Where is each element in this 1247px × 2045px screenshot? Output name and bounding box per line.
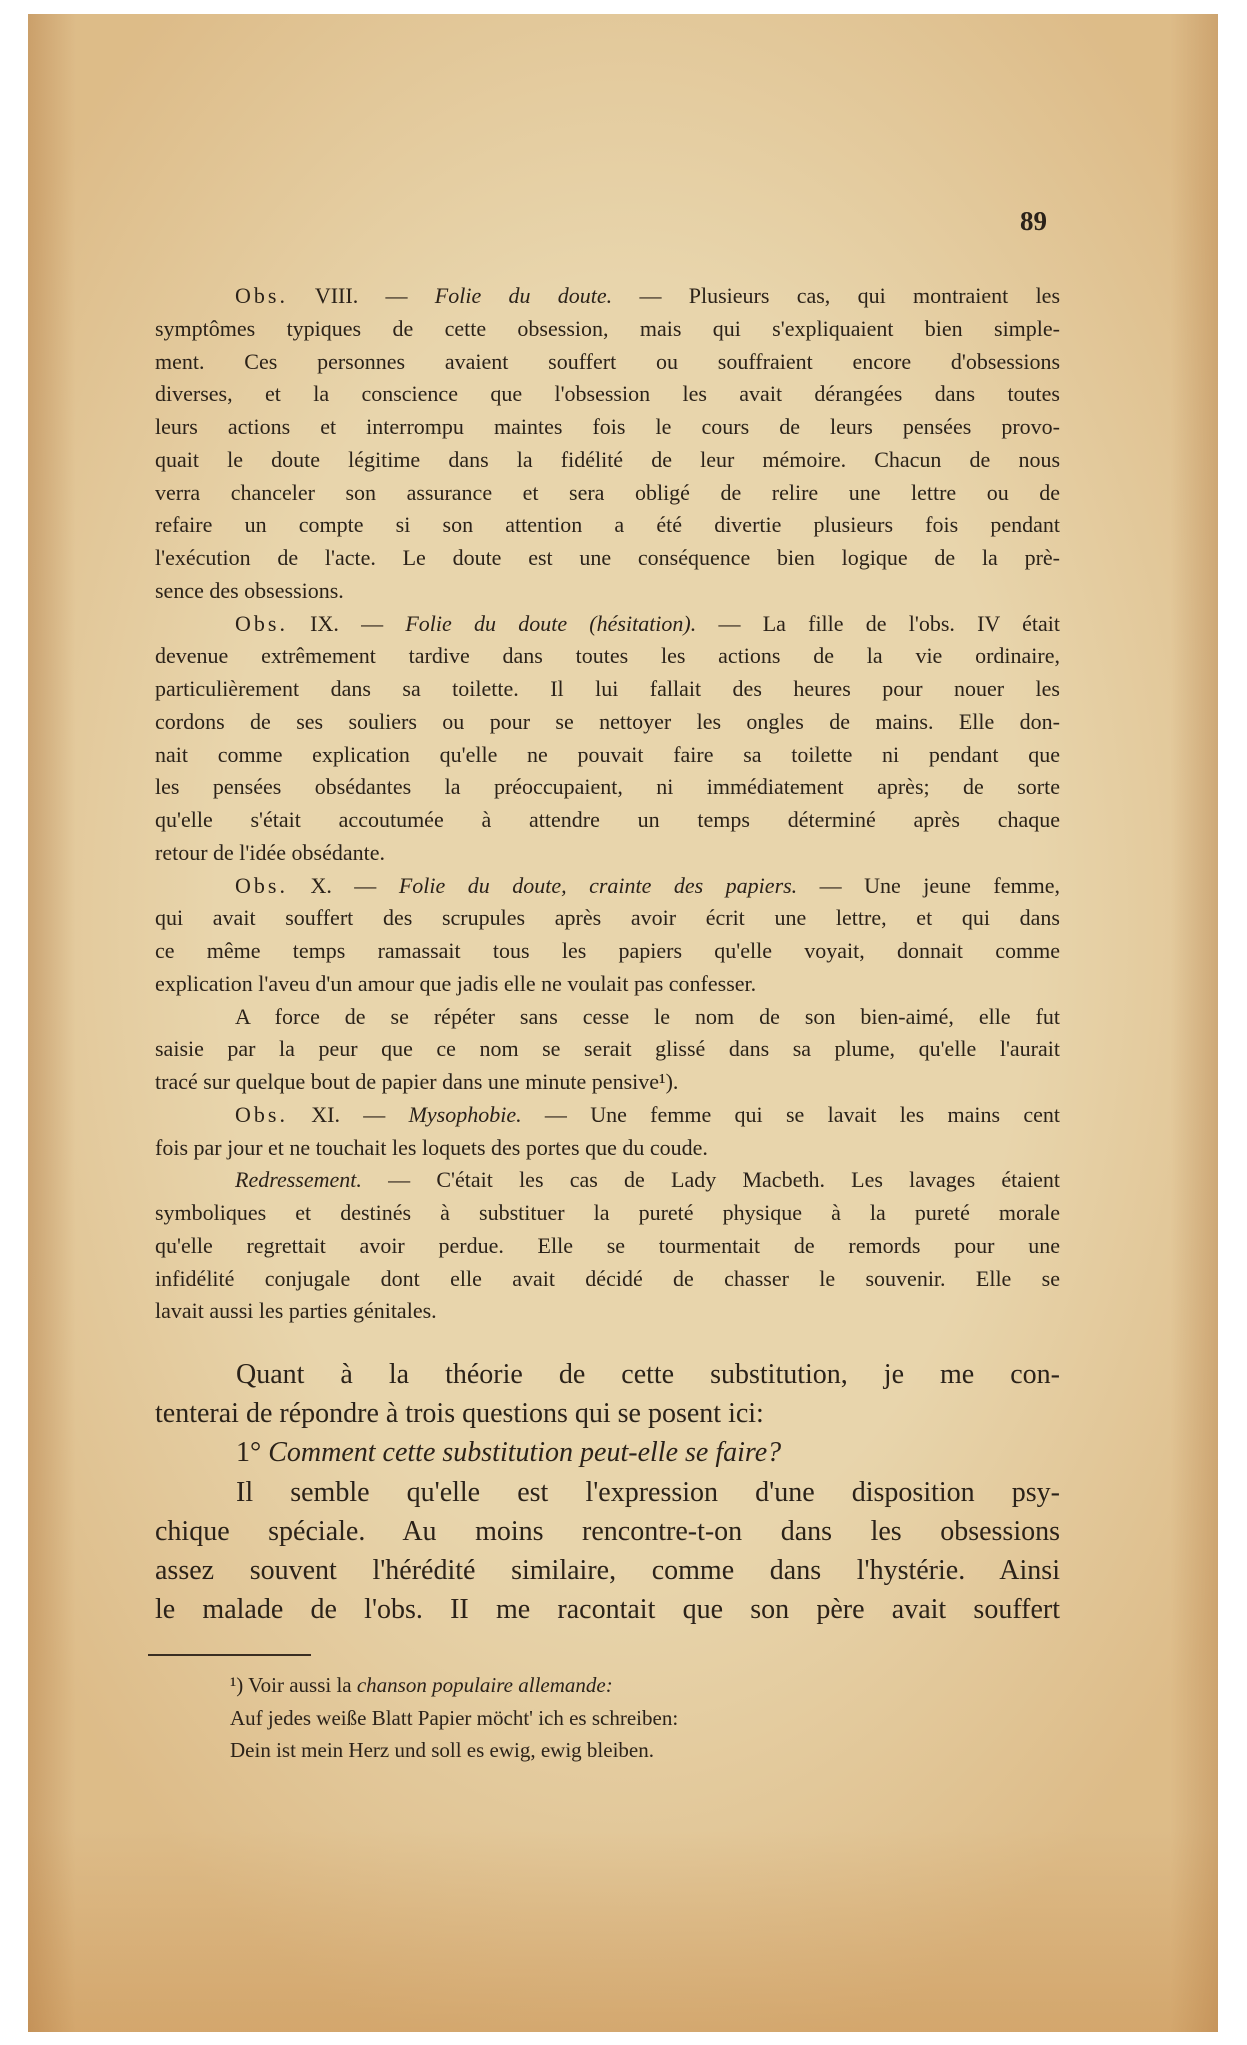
text-segment: chique spéciale. Au moins rencontre-t-on dans les obsessions [155,1515,1060,1547]
text-segment: — C'était les cas de Lady Macbeth. Les lavages étaient [361,1167,1060,1193]
text-segment: Dein ist mein Herz und soll es ewig, ewig bleiben. [230,1738,654,1762]
text-segment: verra chanceler son assurance et sera obligé de relire une lettre ou de [155,479,1060,505]
observations-section [155,280,1060,1328]
text-line [155,1066,1060,1099]
text-segment: A force de se répéter sans cesse le nom de son bien-aimé, elle fut [235,1003,1060,1029]
text-line [155,542,1060,575]
text-line [155,509,1060,542]
text-segment: assez souvent l'hérédité similaire, comme dans l'hystérie. Ainsi [155,1555,1060,1587]
text-line [155,771,1060,804]
text-line [155,378,1060,411]
text-line [155,706,1060,739]
book-page [28,14,1218,2032]
text-line [155,1551,1060,1590]
text-segment: sence des obsessions. [155,577,344,603]
text-line [155,870,1060,903]
text-segment: l'exécution de l'acte. Le doute est une conséquence bien logique de la prè- [155,545,1060,570]
italic-text: Comment cette substitution peut-elle se faire? [268,1437,782,1469]
text-line [155,1355,1060,1394]
text-line [155,804,1060,837]
text-line [230,1734,930,1767]
text-line [155,935,1060,968]
text-segment: Auf jedes weiße Blatt Papier möcht' ich es schreiben: [230,1705,679,1730]
text-line [155,1295,1060,1328]
text-line [155,1512,1060,1551]
text-segment: symptômes typiques de cette obsession, mais qui s'expliquaient bien simple- [155,315,1060,341]
text-segment: ment. Ces personnes avaient souffert ou souffraient encore d'obsessions [155,348,1060,374]
text-segment: nait comme explication qu'elle ne pouvait faire sa toilette ni pendant que [155,741,1060,767]
text-segment: particulièrement dans sa toilette. Il lui fallait des heures pour nouer les [155,676,1060,701]
text-line [155,1132,1060,1165]
page-number: 89 [1020,206,1047,236]
text-segment: leurs actions et interrompu maintes fois le cours de leurs pensées provo- [155,414,1060,439]
italic-text: Folie du doute. [434,283,613,308]
italic-text: Folie du doute, crainte des papiers. [398,872,798,898]
text-segment: quait le doute légitime dans la fidélité de leur mémoire. Chacun de nous [155,446,1060,472]
text-line [155,1263,1060,1296]
text-segment: lavait aussi les parties génitales. [155,1298,437,1324]
text-segment: Obs. [235,872,288,898]
text-line [155,902,1060,935]
text-segment: Obs. [235,1101,288,1127]
italic-text: Redressement. [235,1167,362,1193]
text-segment: Quant à la théorie de cette substitution, je me con- [236,1359,1060,1390]
text-segment: — Une femme qui se lavait les mains cent [521,1101,1060,1127]
footnote-divider [148,1654,311,1656]
text-segment: diverses, et la conscience que l'obsession les avait dérangées dans toutes [155,381,1060,407]
text-segment: ¹) Voir aussi la [230,1673,357,1697]
text-line [155,1394,1060,1433]
text-line [155,1230,1060,1263]
text-segment: les pensées obsédantes la préoccupaient, ni immédiatement après; de sorte [155,774,1060,800]
text-segment: — La fille de l'obs. IV était [696,610,1061,636]
text-segment: saisie par la peur que ce nom se serait glissé dans sa plume, qu'elle l'aurait [155,1036,1060,1062]
text-line [155,1197,1060,1230]
text-segment: qui avait souffert des scrupules après avoir écrit une lettre, et qui dans [155,905,1060,931]
text-line [155,313,1060,346]
text-line [230,1669,930,1702]
main-body-text [155,1355,1060,1629]
text-segment: ce même temps ramassait tous les papiers qu'elle voyait, donnait comme [155,938,1060,963]
text-line [155,411,1060,444]
text-segment: retour de l'idée obsédante. [155,839,385,865]
text-segment: X. — [287,872,399,898]
text-line [155,346,1060,379]
footnotes [230,1669,930,1767]
text-line [155,640,1060,673]
text-segment: symboliques et destinés à substituer la pureté physique à la pureté morale [155,1200,1060,1225]
text-segment: le malade de l'obs. II me racontait que son père avait souffert [155,1594,1060,1626]
text-segment: — Une jeune femme, [797,872,1061,898]
text-segment: infidélité conjugale dont elle avait décidé de chasser le souvenir. Elle se [155,1265,1060,1291]
text-line [230,1702,930,1735]
text-segment: qu'elle s'était accoutumée à attendre un temps déterminé après chaque [155,807,1060,832]
text-segment: fois par jour et ne touchait les loquets des portes que du coude. [155,1134,708,1160]
text-segment: refaire un compte si son attention a été divertie plusieurs fois pendant [155,512,1060,538]
text-segment: devenue extrêmement tardive dans toutes les actions de la vie ordinaire, [155,643,1060,669]
text-segment: cordons de ses souliers ou pour se nettoyer les ongles de mains. Elle don- [155,708,1060,734]
text-segment: tenterai de répondre à trois questions qui se posent ici: [155,1398,764,1430]
text-segment: VIII. — [287,283,435,308]
text-line [155,444,1060,477]
text-segment: explication l'aveu d'un amour que jadis elle ne voulait pas confesser. [155,970,757,996]
text-line [155,1001,1060,1034]
text-line [155,1590,1060,1629]
text-segment: Obs. [235,610,288,636]
text-line [155,1099,1060,1132]
text-line [155,1433,1060,1472]
text-segment: XI. — [287,1101,409,1127]
italic-text: Folie du doute (hésitation). [405,610,697,636]
text-segment: 1° [236,1437,269,1469]
text-line [155,280,1060,313]
text-segment: — Plusieurs cas, qui montraient les [612,283,1061,308]
text-line [155,608,1060,641]
text-segment: Obs. [235,283,288,308]
text-line [155,673,1060,706]
text-line [155,968,1060,1001]
text-line [155,1033,1060,1066]
italic-text: Mysophobie. [408,1101,522,1127]
text-segment: IX. — [287,610,406,636]
text-line [155,575,1060,608]
text-line [155,1164,1060,1197]
text-segment: qu'elle regrettait avoir perdue. Elle se tourmentait de remords pour une [155,1232,1060,1258]
text-line [155,739,1060,772]
text-segment: tracé sur quelque bout de papier dans une minute pensive¹). [155,1069,679,1094]
text-line [155,1473,1060,1512]
text-segment: Il semble qu'elle est l'expression d'une disposition psy- [236,1476,1060,1508]
italic-text: chanson populaire allemande: [356,1673,613,1697]
text-line [155,837,1060,870]
text-line [155,477,1060,510]
